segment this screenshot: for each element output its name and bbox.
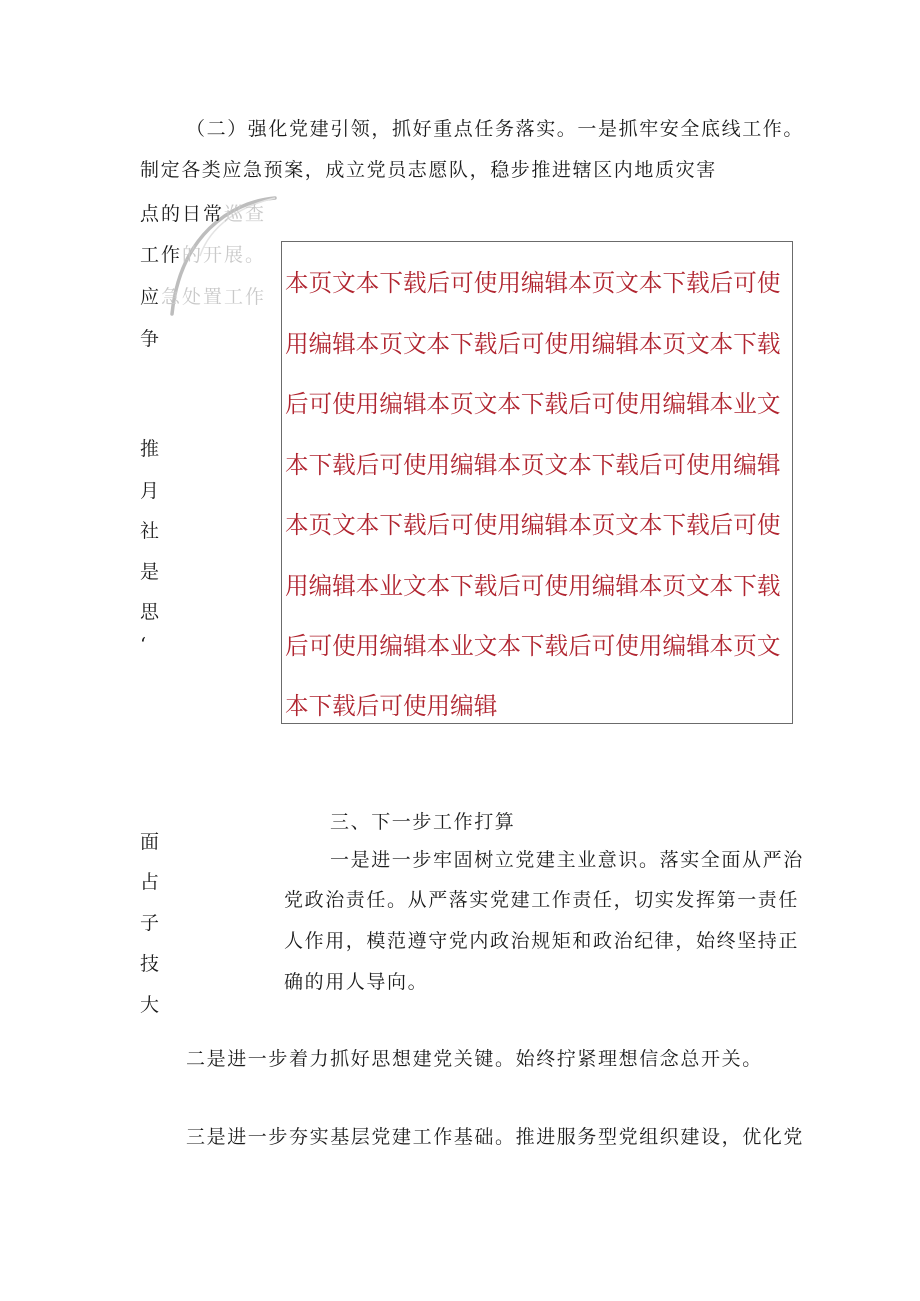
left-char: 大: [140, 994, 160, 1016]
fragment-line-2-b: 的开展。: [182, 244, 267, 266]
fragment-line-3: [140, 288, 266, 307]
fragment-line-2: [140, 246, 266, 265]
left-char: 子: [140, 912, 160, 934]
notice-line: 本下载后可使用编辑: [285, 692, 498, 720]
fragment-line-3-b: 急处置工作: [161, 286, 267, 308]
fragment-line-1-a: 点的日常: [140, 203, 225, 225]
left-char: 社: [140, 520, 160, 542]
left-char: 思: [140, 601, 160, 623]
notice-line: 后可使用编辑本页文本下载后可使用编辑本业文: [285, 390, 781, 418]
left-char: 是: [140, 561, 160, 583]
section-3-item-1-line-2: 党政治责任。从严落实党建工作责任，切实发挥第一责任: [284, 889, 800, 911]
left-char: 面: [140, 831, 160, 853]
left-char: ‘: [140, 634, 147, 656]
left-char: 推: [140, 438, 160, 460]
paragraph-2-line-1: （二）强化党建引领，抓好重点任务落实。一是抓牢安全底线工作。: [186, 118, 805, 140]
fragment-line-3-a: 应: [140, 286, 162, 308]
left-char: 占: [140, 871, 160, 893]
notice-line: 用编辑本页文本下载后可使用编辑本页文本下载: [285, 330, 781, 358]
section-3-item-3: 三是进一步夯实基层党建工作基础。推进服务型党组织建设，优化党: [186, 1126, 805, 1148]
section-3-title: 三、下一步工作打算: [330, 811, 516, 833]
section-3-item-1-line-3: 人作用，模范遵守党内政治规矩和政治纪律，始终坚持正: [284, 930, 800, 952]
notice-line: 后可使用编辑本业文本下载后可使用编辑本页文: [285, 632, 781, 660]
section-3-item-1-line-4: 确的用人导向。: [284, 971, 429, 993]
fragment-line-2-a: 工作: [140, 244, 183, 266]
notice-line: 本页文本下载后可使用编辑本页文本下载后可使: [285, 511, 781, 539]
section-3-item-2: 二是进一步着力抓好思想建党关键。始终拧紧理想信念总开关。: [186, 1048, 763, 1070]
fragment-line-1: [140, 205, 266, 224]
section-3-item-1-line-1: 一是进一步牢固树立党建主业意识。落实全面从严治: [330, 849, 804, 871]
left-char: 月: [140, 480, 160, 502]
fragment-line-1-b: 巡查: [224, 203, 267, 225]
notice-line: 本下载后可使用编辑本页文本下载后可使用编辑: [285, 451, 781, 479]
notice-line: 用编辑本业文本下载后可使用编辑本页文本下载: [285, 572, 781, 600]
notice-line: 本页文本下载后可使用编辑本页文本下载后可使: [285, 269, 781, 297]
paragraph-2-line-2: 制定各类应急预案，成立党员志愿队，稳步推进辖区内地质灾害: [140, 159, 717, 181]
download-notice-box: [281, 241, 793, 724]
left-char: 技: [140, 953, 160, 975]
fragment-char: 争: [140, 328, 160, 350]
